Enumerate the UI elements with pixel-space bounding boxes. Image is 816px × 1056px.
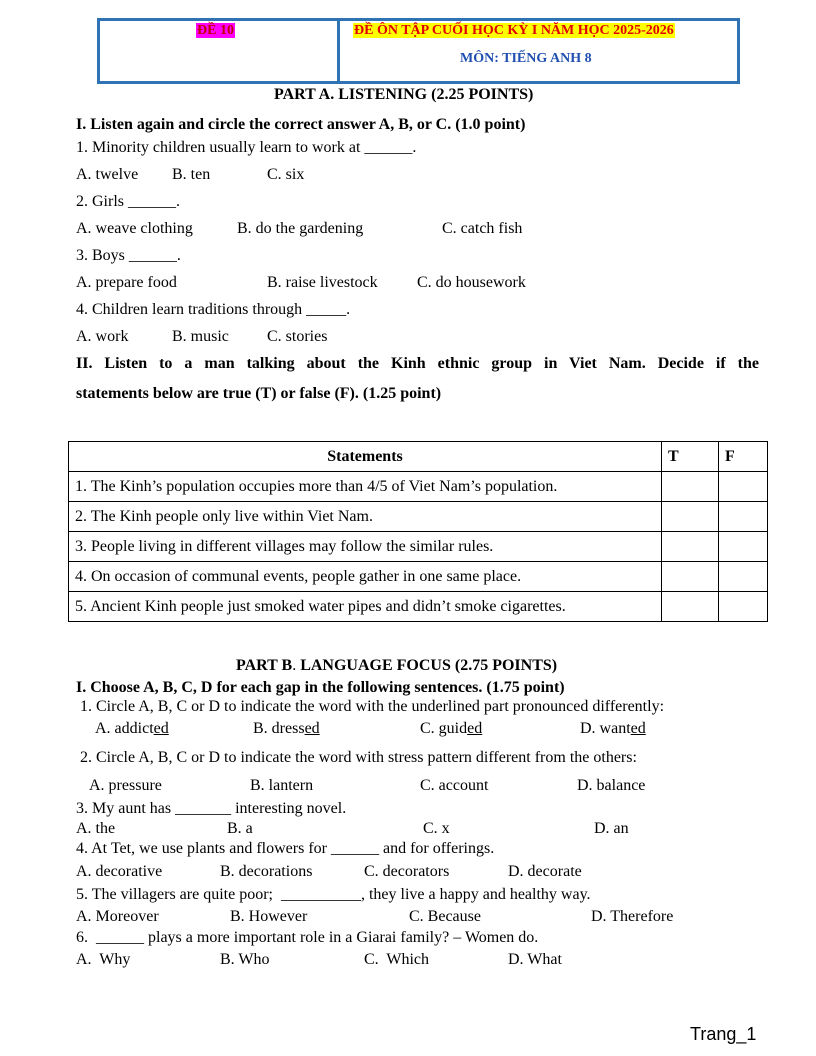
true-answer-cell[interactable] [662,472,719,502]
question-a3-option-a: A. prepare food [76,274,177,291]
question-b5-stem: 5. The villagers are quite poor; __________, they live a happy and healthy way. [76,886,591,903]
table-header-true: T [662,442,719,472]
true-answer-cell[interactable] [662,592,719,622]
question-a1-option-c: C. six [267,166,305,183]
false-answer-cell[interactable] [719,532,768,562]
question-b1-option-c: C. guided [420,720,483,737]
question-a4-stem: 4. Children learn traditions through _____. [76,301,351,318]
question-b3-stem: 3. My aunt has _______ interesting novel. [76,800,347,817]
header-divider [337,21,340,81]
question-b3-option-c: C. x [423,820,450,837]
table-row [69,592,768,622]
question-a3-option-c: C. do housework [417,274,526,291]
part-a-section1-instruction: I. Listen again and circle the correct answer A, B, or C. (1.0 point) [76,116,526,133]
question-b4-option-c: C. decorators [364,863,450,880]
question-b6-option-b: B. Who [220,951,270,968]
table-header-row [69,442,768,472]
question-b2-option-c: C. account [420,777,489,794]
question-a1-stem: 1. Minority children usually learn to work at ______. [76,139,417,156]
question-b1-option-d: D. wanted [580,720,646,737]
statement-cell: 1. The Kinh’s population occupies more than 4/5 of Viet Nam’s population. [69,472,662,502]
part-a-section2-instruction-line2: statements below are true (T) or false (F). (1.25 point) [76,385,442,402]
statements-table [68,441,768,622]
exam-title: ĐỀ ÔN TẬP CUỐI HỌC KỲ I NĂM HỌC 2025-2026 [354,23,674,38]
statement-cell: 5. Ancient Kinh people just smoked water pipes and didn’t smoke cigarettes. [69,592,662,622]
question-a2-option-c: C. catch fish [442,220,523,237]
page-number: Trang_1 [690,1024,757,1044]
question-a4-option-a: A. work [76,328,129,345]
true-answer-cell[interactable] [662,532,719,562]
question-b4-stem: 4. At Tet, we use plants and flowers for ______ and for offerings. [76,840,495,857]
question-b2-option-d: D. balance [577,777,646,794]
part-b-title: PART B. LANGUAGE FOCUS (2.75 POINTS) [236,657,558,674]
true-answer-cell[interactable] [662,562,719,592]
question-b4-option-b: B. decorations [220,863,313,880]
question-b1-option-b: B. dressed [253,720,320,737]
false-answer-cell[interactable] [719,502,768,532]
question-a3-stem: 3. Boys ______. [76,247,181,264]
question-b1-option-a: A. addicted [95,720,169,737]
question-b6-option-a: A. Why [76,951,131,968]
question-a2-stem: 2. Girls ______. [76,193,180,210]
subject-label: MÔN: TIẾNG ANH 8 [460,51,592,66]
question-b2-stem: 2. Circle A, B, C or D to indicate the word with stress pattern different from the others: [76,749,637,766]
question-b2-option-a: A. pressure [89,777,162,794]
question-a4-option-b: B. music [172,328,229,345]
table-header-false: F [719,442,768,472]
statement-cell: 2. The Kinh people only live within Viet Nam. [69,502,662,532]
false-answer-cell[interactable] [719,562,768,592]
part-b-instruction: I. Choose A, B, C, D for each gap in the following sentences. (1.75 point) [76,679,565,696]
question-a1-option-a: A. twelve [76,166,139,183]
question-b6-option-d: D. What [508,951,562,968]
question-a1-option-b: B. ten [172,166,211,183]
question-b5-option-b: B. However [230,908,308,925]
question-a3-option-b: B. raise livestock [267,274,378,291]
question-b6-option-c: C. Which [364,951,430,968]
question-a2-option-a: A. weave clothing [76,220,193,237]
true-answer-cell[interactable] [662,502,719,532]
question-b4-option-d: D. decorate [508,863,582,880]
table-row [69,562,768,592]
question-a4-option-c: C. stories [267,328,328,345]
question-b5-option-a: A. Moreover [76,908,159,925]
question-b1-stem: 1. Circle A, B, C or D to indicate the word with the underlined part pronounced differently: [76,698,665,715]
question-b3-option-d: D. an [594,820,629,837]
part-a-section2-instruction-line1: II. Listen to a man talking about the Kinh ethnic group in Viet Nam. Decide if the [76,355,759,372]
question-b6-stem: 6. ______ plays a more important role in a Giarai family? – Women do. [76,929,539,946]
question-b3-option-b: B. a [227,820,253,837]
statement-cell: 4. On occasion of communal events, people gather in one same place. [69,562,662,592]
question-b2-option-b: B. lantern [250,777,314,794]
exam-code: ĐỀ 10 [197,23,234,38]
false-answer-cell[interactable] [719,592,768,622]
table-row [69,502,768,532]
part-a-title: PART A. LISTENING (2.25 POINTS) [274,86,534,103]
table-row [69,472,768,502]
question-a2-option-b: B. do the gardening [237,220,364,237]
question-b3-option-a: A. the [76,820,116,837]
question-b5-option-c: C. Because [409,908,481,925]
question-b4-option-a: A. decorative [76,863,163,880]
false-answer-cell[interactable] [719,472,768,502]
table-header-statements: Statements [69,442,662,472]
table-row [69,532,768,562]
statement-cell: 3. People living in different villages may follow the similar rules. [69,532,662,562]
question-b5-option-d: D. Therefore [591,908,674,925]
